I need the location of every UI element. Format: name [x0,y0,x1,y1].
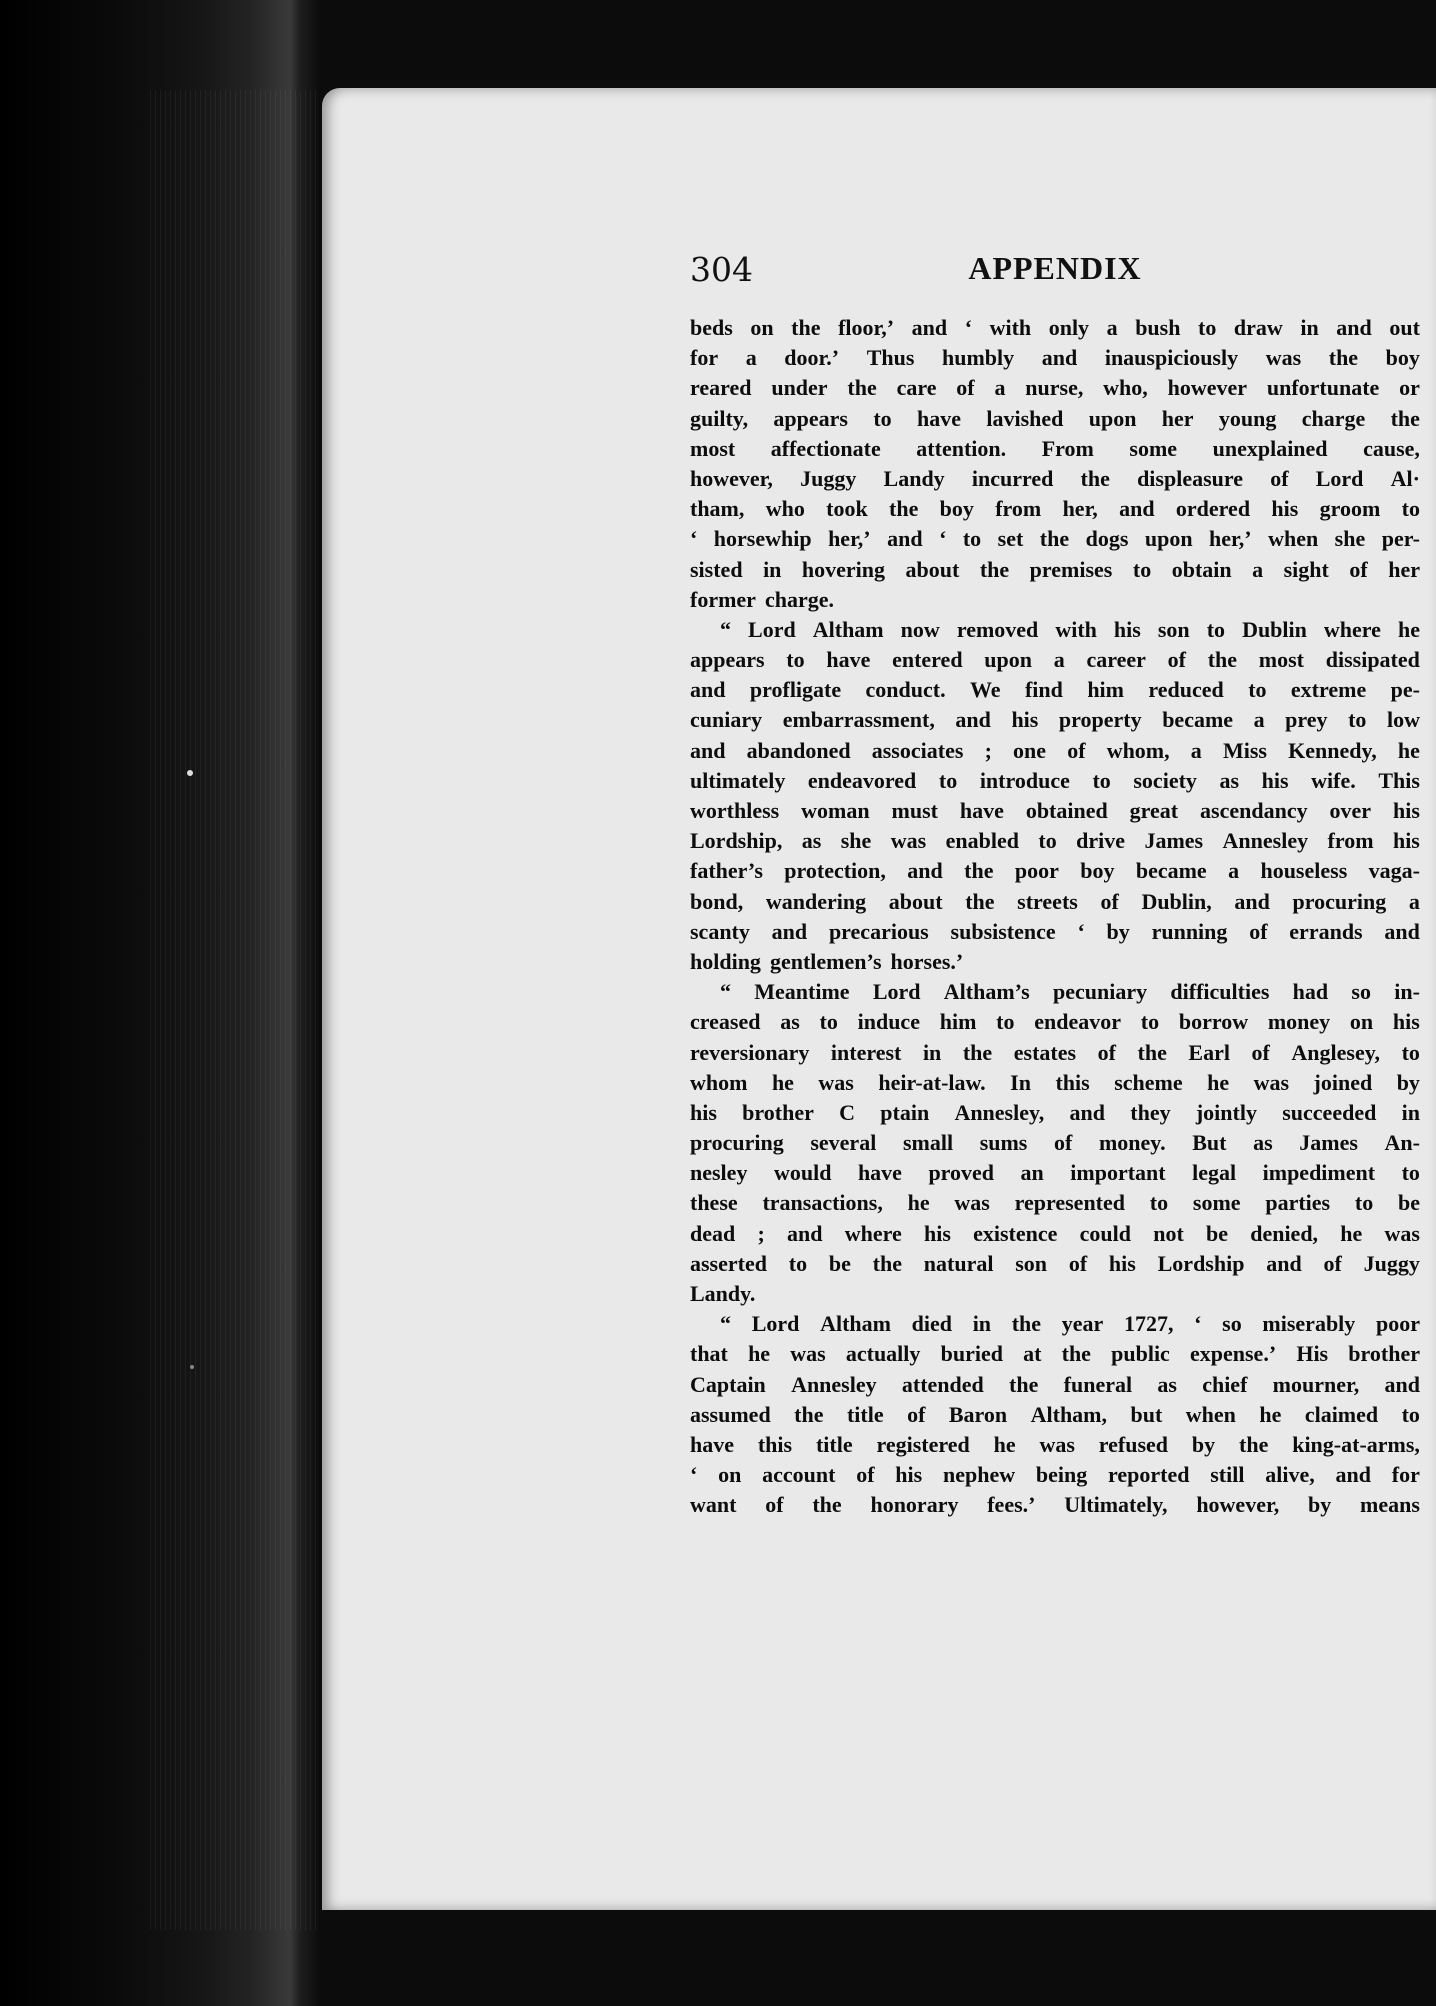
text-line: father’s protection, and the poor boy became a houseless vaga- [690,858,1420,884]
text-line: for a door.’ Thus humbly and inauspiciously was the boy [690,345,1420,371]
text-line: appears to have entered upon a career of the most dissipated [690,647,1420,673]
text-line: tham, who took the boy from her, and ordered his groom to [690,496,1420,522]
text-line: bond, wandering about the streets of Dublin, and procuring a [690,888,1420,914]
body-text [690,313,1420,1521]
text-line: beds on the floor,’ and ‘ with only a bush to draw in and out [690,315,1420,340]
text-line: ‘ horsewhip her,’ and ‘ to set the dogs upon her,’ when she per- [690,526,1420,552]
text-line: these transactions, he was represented to some parties to be [690,1190,1420,1216]
speck-mark [190,1365,194,1369]
text-line: have this title registered he was refused by the king-at-arms, [690,1431,1420,1457]
text-line: “ Lord Altham now removed with his son to Dublin where he [720,616,1420,642]
text-line: and abandoned associates ; one of whom, a Miss Kennedy, he [690,737,1420,763]
page-stack-texture [150,90,320,1930]
text-line: Captain Annesley attended the funeral as chief mourner, and [690,1371,1420,1397]
text-line: creased as to induce him to endeavor to borrow money on his [690,1009,1420,1035]
text-line: scanty and precarious subsistence ‘ by running of errands and [690,918,1420,944]
text-line: however, Juggy Landy incurred the displeasure of Lord Al· [690,465,1420,491]
text-line: that he was actually buried at the public expense.’ His brother [690,1341,1420,1367]
text-line: “ Meantime Lord Altham’s pecuniary difficulties had so in- [720,979,1420,1005]
text-line: former charge. [690,586,834,612]
text-line: holding gentlemen’s horses.’ [690,948,964,974]
text-line: whom he was heir-at-law. In this scheme he was joined by [690,1069,1420,1095]
text-line: sisted in hovering about the premises to obtain a sight of her [690,556,1420,582]
text-line: ‘ on account of his nephew being reported still alive, and for [690,1462,1420,1488]
text-line: ultimately endeavored to introduce to society as his wife. This [690,767,1420,793]
running-title: APPENDIX [968,250,1142,286]
page-number: 304 [690,250,753,289]
text-line: dead ; and where his existence could not be denied, he was [690,1220,1420,1246]
text-line: cuniary embarrassment, and his property became a prey to low [690,707,1420,733]
text-line: procuring several small sums of money. But as James An- [690,1130,1420,1156]
text-line: “ Lord Altham died in the year 1727, ‘ so miserably poor [720,1311,1420,1337]
text-line: his brother C ptain Annesley, and they jointly succeeded in [690,1099,1420,1125]
text-line: worthless woman must have obtained great ascendancy over his [690,798,1420,823]
text-line: Lordship, as she was enabled to drive James Annesley from his [690,828,1420,854]
text-line: and profligate conduct. We find him reduced to extreme pe- [690,677,1420,703]
text-line: guilty, appears to have lavished upon her young charge the [690,405,1420,431]
text-line: reversionary interest in the estates of the Earl of Anglesey, to [690,1039,1420,1065]
text-line: most affectionate attention. From some unexplained cause, [690,435,1420,461]
text-line: reared under the care of a nurse, who, however unfortunate or [690,375,1420,401]
text-line: want of the honorary fees.’ Ultimately, however, by means [690,1492,1420,1518]
speck-mark [187,770,193,776]
text-line: asserted to be the natural son of his Lordship and of Juggy [690,1250,1420,1276]
text-line: nesley would have proved an important legal impediment to [690,1160,1420,1186]
text-line: assumed the title of Baron Altham, but when he claimed to [690,1401,1420,1427]
text-line: Landy. [690,1281,756,1306]
page-header [690,250,1420,300]
